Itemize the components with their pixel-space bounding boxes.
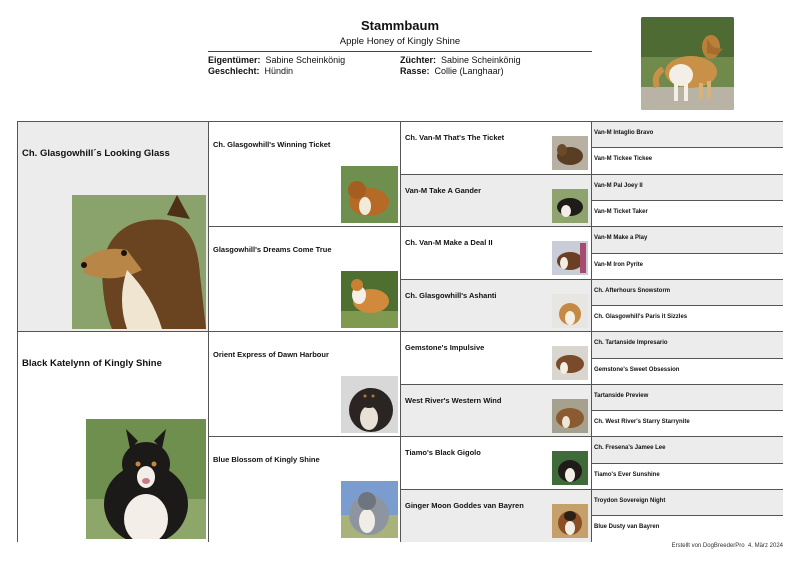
ancestor-name: Ch. Glasgowhill's Paris it Sizzles — [594, 314, 688, 320]
page-title: Stammbaum — [360, 18, 440, 33]
dog-name-subtitle: Apple Honey of Kingly Shine — [339, 36, 461, 47]
ancestor-name: Van-M Take A Gander — [405, 186, 481, 195]
ancestor-name: Gemstone's Sweet Obsession — [594, 367, 680, 373]
ancestor-g2 — [209, 227, 401, 332]
ancestor-g3 — [401, 280, 592, 332]
ancestor-photo — [552, 136, 588, 170]
ancestor-name: Ch. Glasgowhill´s Looking Glass — [22, 148, 170, 159]
ancestor-g3 — [401, 227, 592, 280]
sex-label: Geschlecht: — [208, 66, 260, 76]
sire-photo — [72, 195, 206, 329]
ancestor-name: Van-M Tickee Tickee — [594, 156, 653, 162]
created-date: 4. März 2024 — [747, 543, 783, 549]
footer-credit — [672, 543, 783, 549]
ancestor-photo — [552, 241, 588, 275]
breed-row — [400, 66, 592, 77]
ancestor-name: Tiamo's Ever Sunshine — [594, 472, 660, 478]
ancestor-name: West River's Western Wind — [405, 396, 502, 405]
breeder-row — [400, 55, 592, 66]
ancestor-g4 — [592, 175, 783, 201]
ancestor-g2 — [209, 122, 401, 227]
ancestor-name: Tartanside Preview — [594, 393, 649, 399]
created-by-text: Erstellt von DogBreederPro — [671, 543, 745, 549]
ancestor-g3 — [401, 122, 592, 175]
ancestor-name: Blue Blossom of Kingly Shine — [213, 455, 320, 464]
ancestor-g3 — [401, 490, 592, 542]
ancestor-name: Orient Express of Dawn Harbour — [213, 350, 329, 359]
ancestor-name: Tiamo's Black Gigolo — [405, 448, 481, 457]
header-divider — [208, 51, 592, 52]
ancestor-g4 — [592, 201, 783, 227]
ancestor-g4 — [592, 227, 783, 254]
sex-value: Hündin — [264, 66, 294, 76]
ancestor-dam — [18, 332, 209, 542]
breed-label: Rasse: — [400, 66, 430, 76]
pedigree-header — [208, 18, 592, 77]
ancestor-g4 — [592, 306, 783, 332]
ancestor-g4 — [592, 385, 783, 411]
ancestor-g4 — [592, 254, 783, 280]
ancestor-g4 — [592, 464, 783, 490]
ancestor-g4 — [592, 359, 783, 385]
ancestor-g3 — [401, 437, 592, 490]
ancestor-name: Black Katelynn of Kingly Shine — [22, 358, 162, 369]
ancestor-name: Ch. West River's Starry Starrynite — [594, 419, 690, 425]
ancestor-name: Ch. Glasgowhill's Winning Ticket — [213, 140, 331, 149]
breeder-label: Züchter: — [400, 55, 436, 65]
ancestor-name: Blue Dusty van Bayren — [594, 524, 660, 530]
owner-label: Eigentümer: — [208, 55, 261, 65]
ancestor-g3 — [401, 332, 592, 385]
owner-value: Sabine Scheinkönig — [265, 55, 346, 65]
ancestor-photo — [552, 451, 588, 485]
ancestor-photo — [552, 346, 588, 380]
ancestor-g2 — [209, 332, 401, 437]
ancestor-photo — [341, 166, 398, 223]
ancestor-g4 — [592, 437, 783, 464]
ancestor-g2 — [209, 437, 401, 542]
main-dog-photo — [641, 17, 734, 110]
ancestor-g4 — [592, 122, 783, 148]
sex-row — [208, 66, 400, 77]
ancestor-name: Van-M Ticket Taker — [594, 209, 648, 215]
ancestor-photo — [341, 376, 398, 433]
ancestor-name: Ch. Tartanside Impresario — [594, 340, 668, 346]
breeder-value: Sabine Scheinkönig — [441, 55, 521, 65]
ancestor-photo — [552, 294, 588, 328]
ancestor-g3 — [401, 175, 592, 227]
ancestor-g4 — [592, 148, 783, 175]
ancestor-g4 — [592, 490, 783, 516]
ancestor-name: Ch. Glasgowhill's Ashanti — [405, 291, 497, 300]
pedigree-table — [17, 121, 783, 542]
ancestor-sire — [18, 122, 209, 332]
ancestor-name: Ch. Fresena's Jamee Lee — [594, 445, 666, 451]
ancestor-name: Ch. Afterhours Snowstorm — [594, 288, 671, 294]
ancestor-name: Van-M Iron Pyrite — [594, 262, 644, 268]
ancestor-photo — [552, 399, 588, 433]
ancestor-name: Ginger Moon Goddes van Bayren — [405, 501, 524, 510]
owner-row — [208, 55, 400, 66]
ancestor-photo — [552, 504, 588, 538]
breed-value: Collie (Langhaar) — [434, 66, 504, 76]
dam-photo — [86, 419, 206, 539]
ancestor-g3 — [401, 385, 592, 437]
ancestor-name: Van-M Make a Play — [594, 235, 648, 241]
ancestor-name: Troydon Sovereign Night — [594, 498, 666, 504]
ancestor-g4 — [592, 280, 783, 306]
ancestor-photo — [552, 189, 588, 223]
ancestor-g4 — [592, 411, 783, 437]
owner-info — [208, 55, 592, 77]
ancestor-name: Van-M Pal Joey II — [594, 183, 643, 189]
ancestor-name: Van-M Intaglio Bravo — [594, 130, 654, 136]
ancestor-name: Glasgowhill's Dreams Come True — [213, 245, 332, 254]
ancestor-g4 — [592, 516, 783, 542]
ancestor-name: Gemstone's Impulsive — [405, 343, 485, 352]
ancestor-name: Ch. Van-M Make a Deal II — [405, 238, 493, 247]
ancestor-photo — [341, 481, 398, 538]
sable-collie-photo — [641, 17, 734, 110]
ancestor-g4 — [592, 332, 783, 359]
ancestor-photo — [341, 271, 398, 328]
ancestor-name: Ch. Van-M That's The Ticket — [405, 133, 505, 142]
